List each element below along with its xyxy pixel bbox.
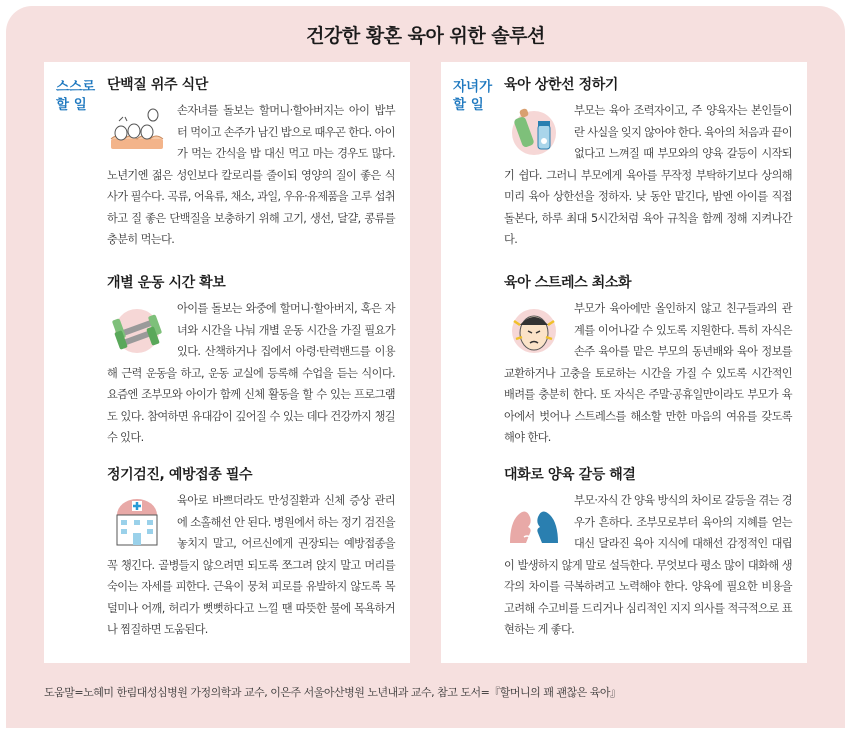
left-tag-line2: 할 일 <box>56 97 87 113</box>
right-tag-line1: 자녀가 <box>453 79 493 95</box>
section-text: 아이를 돌보는 와중에 할머니·할아버지, 혹은 자녀와 시간을 나눠 개별 운동 시간을 가질 필요가 있다. 산책하거나 집에서 아령·탄력밴드를 이용해 근력 운동을 하고, 운동 교실에 등록해 수업을 듣는 식이다. 요즘엔 조부모와 아이가 함께 신체 활동을 할 수 있는 프로그램도 있다. 참여하면 유대감이 깊어질 수 있는 데다 건강까지 챙길 수 있다. <box>107 302 395 444</box>
section-text: 육아로 바쁘더라도 만성질환과 신체 증상 관리에 소홀해선 안 된다. 병원에서 하는 정기 검진을 놓치지 말고, 어르신에게 권장되는 예방접종을 꼭 챙긴다. 골병들지 않으려면 되도록 쪼그려 앉지 말고 머리를 숙이는 자세를 피한다. 근육이 뭉쳐 피로를 유발하지 않도록 목덜미나 어깨, 허리가 뻣뻣하다고 느낄 땐 따뜻한 물에 목욕하거나 찜질하면 도움된다. <box>107 494 395 636</box>
section-body <box>107 490 395 641</box>
section-body <box>504 100 792 251</box>
section-protein-diet <box>107 76 395 251</box>
right-panel <box>441 62 807 663</box>
page-title: 건강한 황혼 육아 위한 솔루션 <box>306 25 545 47</box>
section-conversation <box>504 466 792 641</box>
right-tag-line2: 할 일 <box>453 97 484 113</box>
section-body <box>504 298 792 449</box>
dumbbell-icon <box>107 301 167 357</box>
section-title: 정기검진, 예방접종 필수 <box>107 467 253 483</box>
section-title: 육아 스트레스 최소화 <box>504 275 632 291</box>
egg-tray-icon <box>107 103 167 159</box>
left-tag-line1: 스스로 <box>56 79 96 95</box>
section-text: 부모·자식 간 양육 방식의 차이로 갈등을 겪는 경우가 흔하다. 조부모로부터 육아의 지혜를 얻는 대신 달라진 육아 지식에 대해선 감정적인 대립이 발생하지 않게 말로 설득한다. 무엇보다 평소 많이 대화해 생각의 차이를 극복하려고 노력해야 한다. 양육에 필요한 비용을 고려해 수고비를 드리거나 심리적인 지지 의사를 적극적으로 표현하는 게 좋다. <box>504 494 792 636</box>
section-body <box>504 490 792 641</box>
baby-bottle-icon <box>504 103 564 159</box>
section-body <box>107 298 395 449</box>
section-title: 개별 운동 시간 확보 <box>107 275 226 291</box>
section-text: 부모가 육아에만 올인하지 않고 친구들과의 관계를 이어나갈 수 있도록 지원한다. 특히 자식은 손주 육아를 맡은 부모의 동년배와 육아 정보를 교환하거나 고충을 토로하는 시간을 가질 수 있도록 시간적인 배려를 충분히 한다. 또 자식은 주말·공휴일만이라도 부모가 육아에서 벗어나 스트레스를 해소할 만한 마음의 여유를 갖도록 해야 한다. <box>504 302 792 444</box>
section-text: 손자녀를 돌보는 할머니·할아버지는 아이 밥부터 먹이고 손주가 남긴 밥으로 때우곤 한다. 아이가 먹는 간식을 밥 대신 먹고 마는 경우도 많다. 노년기엔 젊은 성인보다 칼로리를 줄이되 영양의 질이 좋은 식사가 필수다. 곡류, 어육류, 채소, 과일, 우유·유제품을 고루 섭취하고 질 좋은 단백질을 보충하기 위해 고기, 생선, 달걀, 콩류를 충분히 먹는다. <box>107 104 395 246</box>
section-stress <box>504 274 792 449</box>
left-panel <box>44 62 410 663</box>
section-title: 단백질 위주 식단 <box>107 77 208 93</box>
footer-credits: 도움말=노혜미 한림대성심병원 가정의학과 교수, 이은주 서울아산병원 노년내과 교수, 참고 도서=『할머니의 꽤 괜찮은 육아』 <box>44 686 621 699</box>
stressed-face-icon <box>504 301 564 357</box>
right-tag <box>453 78 492 114</box>
section-checkup <box>107 466 395 641</box>
hospital-icon <box>107 493 167 549</box>
section-text: 부모는 육아 조력자이고, 주 양육자는 본인들이란 사실을 잊지 않아야 한다. 육아의 처음과 끝이 없다고 느껴질 때 부모와의 양육 갈등이 시작되기 쉽다. 그러니 부모에게 육아를 무작정 부탁하기보다 상의해 미리 육아 상한선을 정하자. 낮 동안 맡긴다, 밤엔 아이를 직접 돌본다, 하루 최대 5시간처럼 육아 규칙을 함께 정해 지켜나간다. <box>504 104 792 246</box>
section-title: 육아 상한선 정하기 <box>504 77 618 93</box>
section-title: 대화로 양육 갈등 해결 <box>504 467 636 483</box>
section-childcare-limit <box>504 76 792 251</box>
section-exercise <box>107 274 395 449</box>
section-body <box>107 100 395 251</box>
conversation-icon <box>504 493 564 549</box>
left-tag <box>56 78 95 114</box>
